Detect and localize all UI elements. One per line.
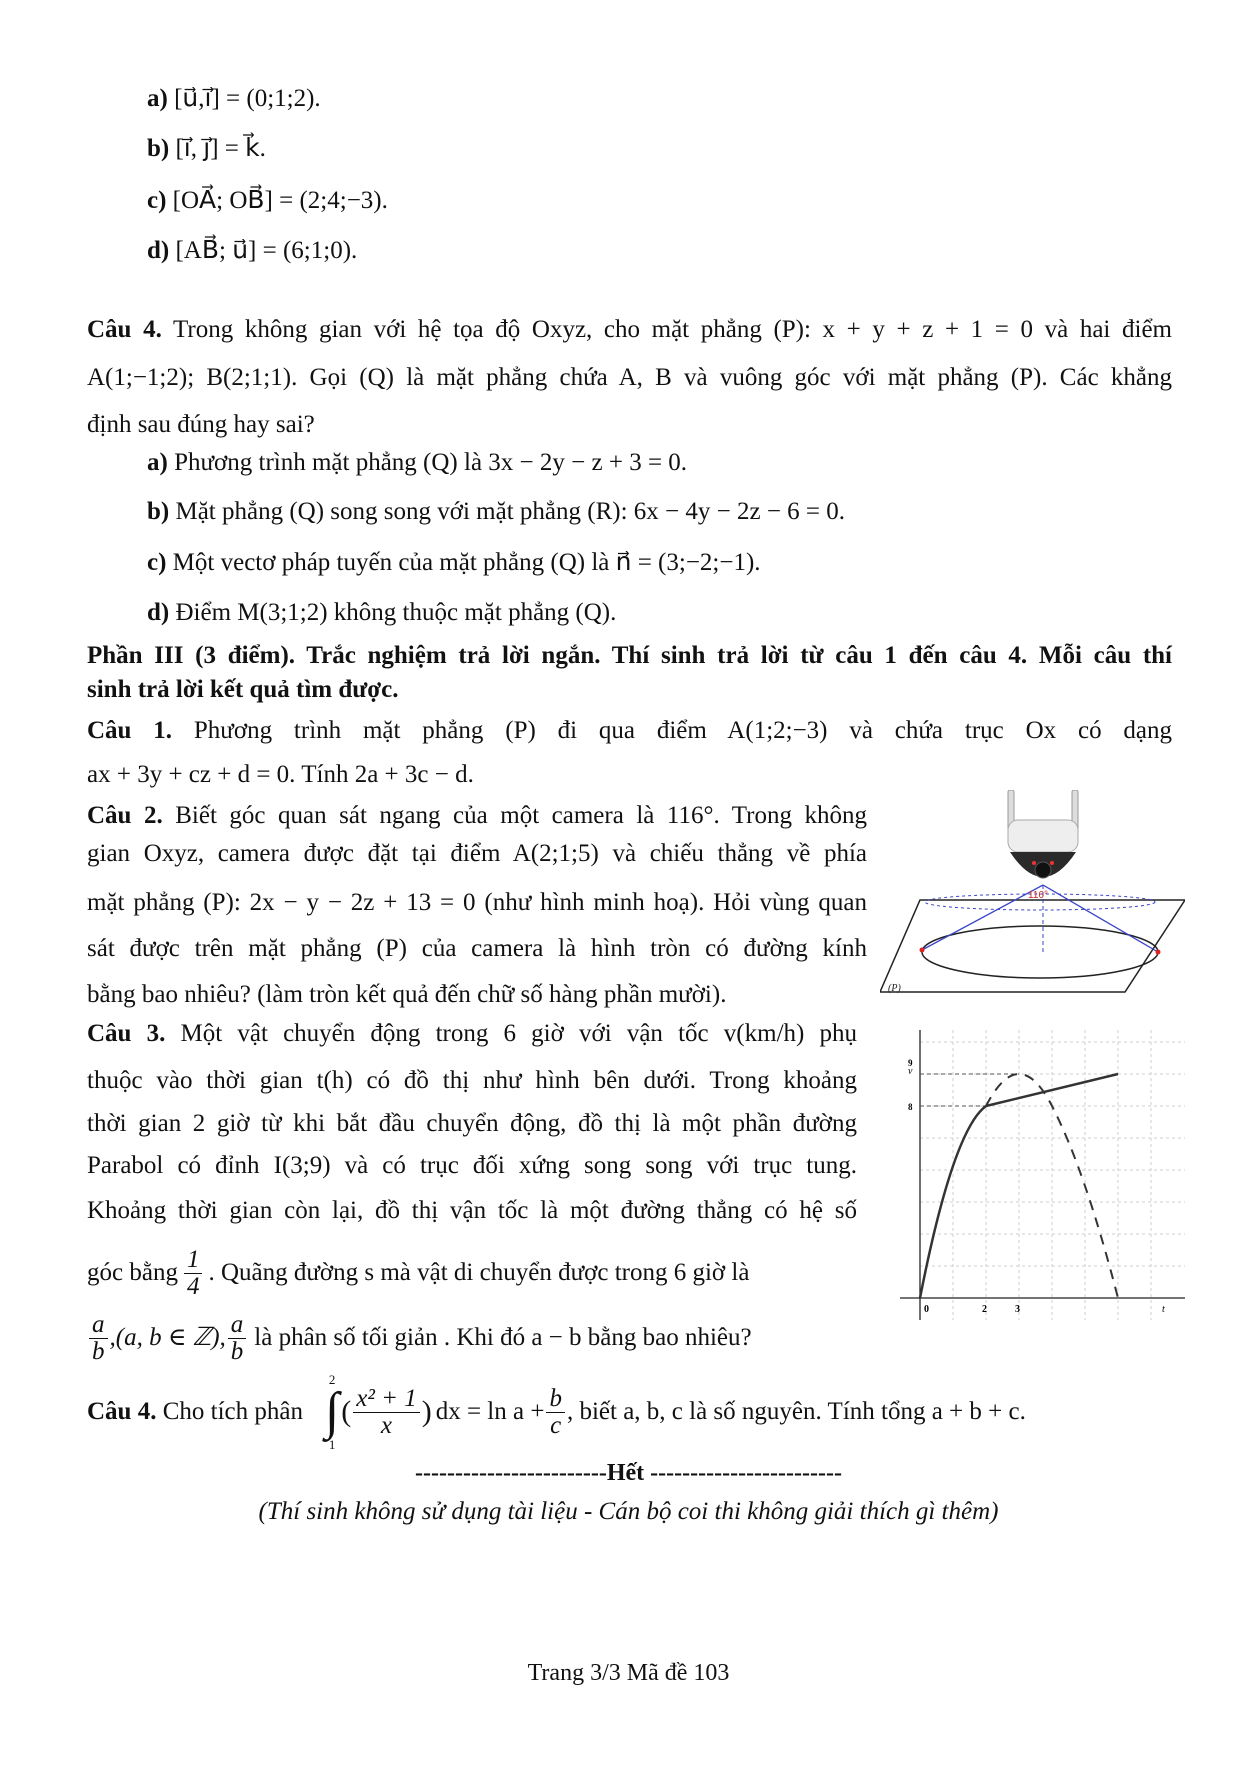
- q4-option-d: d) Điểm M(3;1;2) không thuộc mặt phẳng (Q).: [147, 599, 617, 626]
- part-3-heading: Phần III (3 điểm). Trắc nghiệm trả lời ngắn. Thí sinh trả lời từ câu 1 đến câu 4. Mỗi câu thí: [87, 642, 1172, 669]
- page-footer: Trang 3/3 Mã đề 103: [527, 1660, 730, 1686]
- p3-question-3-line4: Parabol có đỉnh I(3;9) và có trục đối xứng song song với trục tung.: [87, 1152, 857, 1179]
- y-tick-9: 9: [908, 1058, 913, 1068]
- q4-option-a: a) Phương trình mặt phẳng (Q) là 3x − 2y − z + 3 = 0.: [147, 449, 688, 476]
- question-4-label: Câu 4.: [87, 316, 162, 343]
- q4-option-c: c) Một vectơ pháp tuyến của mặt phẳng (Q) là n⃗ = (3;−2;−1).: [147, 549, 761, 576]
- y-tick-8: 8: [908, 1102, 913, 1112]
- camera-figure: [880, 790, 1185, 1002]
- integrand-fraction: $\frac{\text{x² + 1}}{x}$: [353, 1386, 419, 1439]
- result-fraction: $\frac{b}{c}$: [546, 1386, 565, 1439]
- option-b-text: [i⃗, j⃗] = k⃗.: [175, 135, 266, 162]
- p3-question-4: Câu 4. Cho tích phân 2 ∫ 1 ( $\frac{\text{x² + 1}}{x}$ ) dx = ln a + $\frac{b}{c}$ , biết a, b, c là số nguyên. Tính tổng a + b + c.: [87, 1372, 1026, 1452]
- exam-note: (Thí sinh không sử dụng tài liệu - Cán bộ coi thi không giải thích gì thêm): [258, 1498, 999, 1525]
- p3-question-3-line3: thời gian 2 giờ từ khi bắt đầu chuyển động, đồ thị là một phần đường: [87, 1110, 857, 1137]
- option-d-text: [AB⃗; u⃗] = (6;1;0).: [175, 237, 358, 264]
- slope-fraction: $\frac{1}{4}$: [184, 1247, 203, 1300]
- question-4-line2: A(1;−1;2); B(2;1;1). Gọi (Q) là mặt phẳng chứa A, B và vuông góc với mặt phẳng (P). Các khẳng: [87, 364, 1172, 391]
- p3-question-3-line1: Câu 3. Một vật chuyển động trong 6 giờ với vận tốc v(km/h) phụ: [87, 1020, 857, 1047]
- p3-question-3-line6: góc bằng $\frac{1}{4}$ . Quãng đường s mà vật di chuyển được trong 6 giờ là: [87, 1245, 750, 1300]
- end-marker: ------------------------Hết ------------------------: [415, 1460, 842, 1486]
- graph-grid: [920, 1030, 1185, 1320]
- circle-left-point: [920, 948, 925, 953]
- y-label: v: [908, 1066, 913, 1077]
- circle-right-point: [1156, 950, 1161, 955]
- p3-question-2-line3: mặt phẳng (P): 2x − y − 2z + 13 = 0 (như hình minh hoạ). Hỏi vùng quan: [87, 889, 867, 916]
- option-a: a) [u⃗,i⃗] = (0;1;2).: [147, 85, 321, 112]
- answer-fraction: $\frac{a}{b}$: [89, 1312, 108, 1365]
- x-tick-2: 2: [982, 1304, 987, 1315]
- camera-led: [1032, 861, 1036, 865]
- option-c-text: [OA⃗; OB⃗] = (2;4;−3).: [172, 187, 388, 214]
- p3-question-1-line2: ax + 3y + cz + d = 0. Tính 2a + 3c − d.: [87, 761, 474, 788]
- part-3-heading-cont: sinh trả lời kết quả tìm được.: [87, 676, 399, 703]
- camera-led: [1050, 861, 1054, 865]
- p3-question-3-line7: $\frac{a}{b}$ ,(a, b ∈ ℤ), $\frac{a}{b}$ là phân số tối giản . Khi đó a − b bằng bao nhiêu?: [87, 1303, 857, 1373]
- x-tick-0: 0: [924, 1304, 929, 1315]
- p3-question-3-line2: thuộc vào thời gian t(h) có đồ thị như hình bên dưới. Trong khoảng: [87, 1067, 857, 1094]
- p3-question-1-line1: Câu 1. Phương trình mặt phẳng (P) đi qua điểm A(1;2;−3) và chứa trục Ox có dạng: [87, 717, 1173, 744]
- p3-question-3-line5: Khoảng thời gian còn lại, đồ thị vận tốc là một đường thẳng có hệ số: [87, 1197, 857, 1224]
- camera-lens: [1035, 862, 1051, 878]
- camera-body: [1008, 820, 1078, 852]
- option-c: c) [OA⃗; OB⃗] = (2;4;−3).: [147, 187, 388, 214]
- option-a-text: [u⃗,i⃗] = (0;1;2).: [174, 85, 321, 112]
- integral-sign: 2 ∫ 1: [324, 1372, 340, 1452]
- q4-option-b: b) Mặt phẳng (Q) song song với mặt phẳng (R): 6x − 4y − 2z − 6 = 0.: [147, 498, 846, 525]
- option-b: b) [i⃗, j⃗] = k⃗.: [147, 135, 266, 162]
- p3-question-2-line5: bằng bao nhiêu? (làm tròn kết quả đến chữ số hàng phần mười).: [87, 981, 727, 1008]
- x-tick-3: 3: [1015, 1304, 1020, 1315]
- option-d: d) [AB⃗; u⃗] = (6;1;0).: [147, 237, 358, 264]
- p3-question-2-line4: sát được trên mặt phẳng (P) của camera là hình tròn có đường kính: [87, 935, 867, 962]
- plane-label: (P): [888, 983, 901, 994]
- x-label: t: [1162, 1304, 1165, 1315]
- p3-question-2-line1: Câu 2. Biết góc quan sát ngang của một camera là 116°. Trong không: [87, 802, 867, 829]
- p3-question-2-line2: gian Oxyz, camera được đặt tại điểm A(2;1;5) và chiếu thẳng về phía: [87, 840, 867, 867]
- question-4-line1: Câu 4. Trong không gian với hệ tọa độ Oxyz, cho mặt phẳng (P): x + y + z + 1 = 0 và hai điểm: [87, 316, 1172, 343]
- answer-fraction-2: $\frac{a}{b}$: [228, 1312, 247, 1365]
- observation-circle: [922, 926, 1158, 978]
- velocity-time-graph: [900, 1030, 1190, 1340]
- angle-label: 116°: [1028, 890, 1048, 901]
- question-4-line3: định sau đúng hay sai?: [87, 411, 315, 438]
